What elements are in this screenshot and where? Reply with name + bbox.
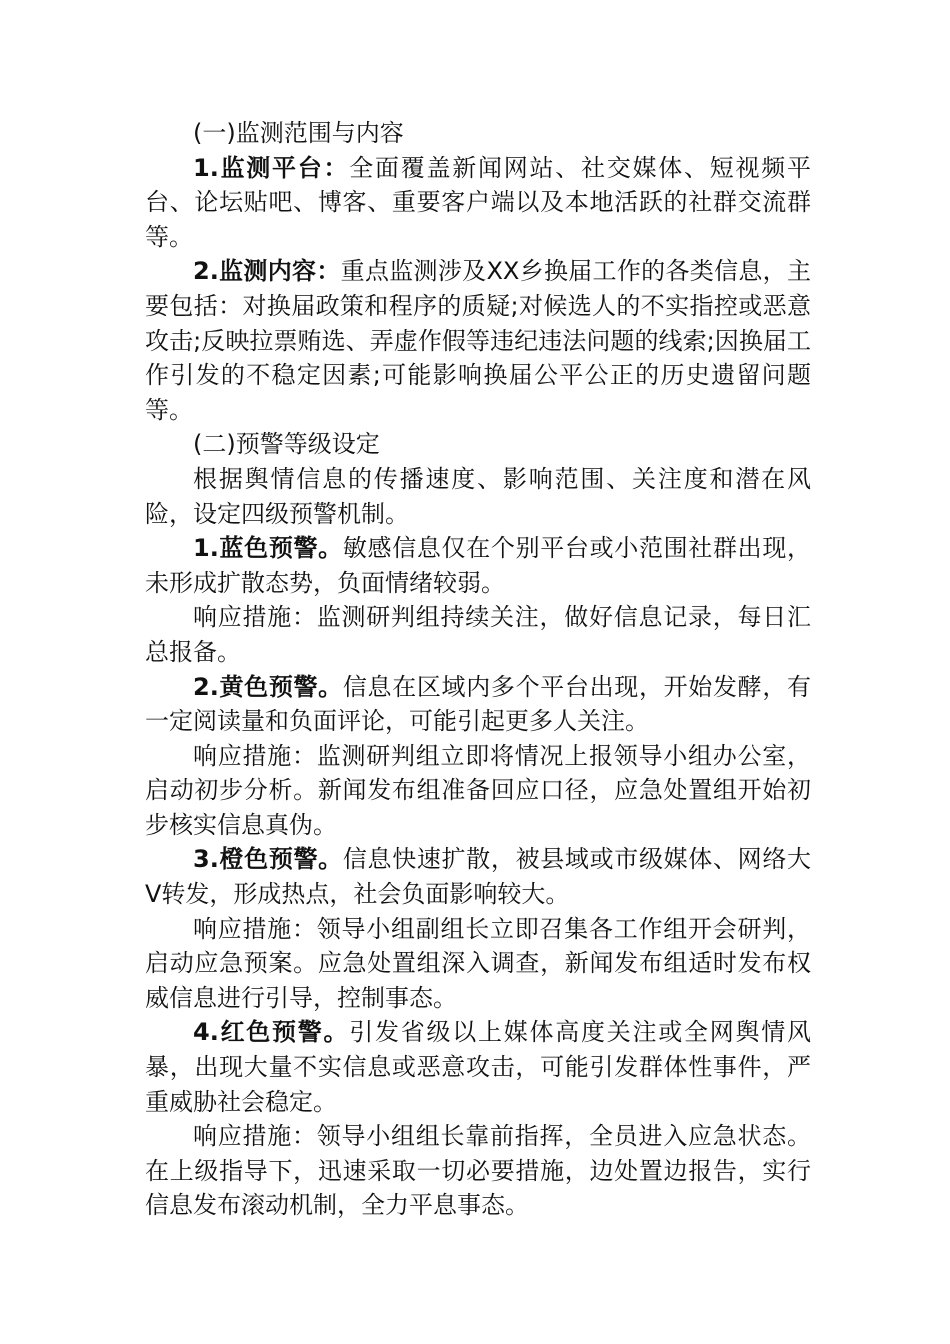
paragraph-text: 重点监测涉及XX乡换届工作的各类信息，主要包括：对换届政策和程序的质疑;对候选人的不实指控或恶意攻击;反映拉票贿选、弄虚作假等违纪违法问题的线索;因换届工作引发的不稳定因素;可能影响换届公平公正的历史遗留问题等。 (145, 257, 811, 424)
paragraph-monitoring-content (145, 254, 811, 427)
paragraph-red-response (145, 1119, 811, 1223)
document-body (145, 116, 811, 1223)
paragraph-lead: 3.橙色预警。 (193, 845, 343, 874)
paragraph-text: 敏感信息仅在个别平台或小范围社群出现，未形成扩散态势，负面情绪较弱。 (145, 534, 811, 597)
paragraph-orange-response (145, 912, 811, 1016)
paragraph-text: 响应措施：监测研判组持续关注，做好信息记录，每日汇总报备。 (145, 603, 811, 666)
paragraph-orange-warning (145, 842, 811, 911)
paragraph-lead: 2.黄色预警。 (193, 672, 343, 701)
paragraph-lead: 4.红色预警。 (193, 1018, 350, 1047)
paragraph-text: 响应措施：领导小组副组长立即召集各工作组开会研判，启动应急预案。应急处置组深入调查，新闻发布组适时发布权威信息进行引导，控制事态。 (145, 914, 811, 1012)
paragraph-blue-response (145, 600, 811, 669)
paragraph-lead: 1.蓝色预警。 (193, 534, 343, 563)
paragraph-red-warning (145, 1015, 811, 1119)
paragraph-text: 全面覆盖新闻网站、社交媒体、短视频平台、论坛贴吧、博客、重要客户端以及本地活跃的社群交流群等。 (145, 153, 811, 251)
paragraph-text: (一)监测范围与内容 (193, 119, 404, 147)
paragraph-text: 信息在区域内多个平台出现，开始发酵，有一定阅读量和负面评论，可能引起更多人关注。 (145, 672, 811, 736)
paragraph-yellow-warning (145, 670, 811, 739)
paragraph-lead: 1.监测平台： (193, 153, 350, 182)
paragraph-text: 根据舆情信息的传播速度、影响范围、关注度和潜在风险，设定四级预警机制。 (145, 464, 811, 528)
section-heading-warning-levels (145, 427, 811, 462)
paragraph-text: 引发省级以上媒体高度关注或全网舆情风暴，出现大量不实信息或恶意攻击，可能引发群体性事件，严重威胁社会稳定。 (145, 1018, 811, 1116)
paragraph-lead: 2.监测内容： (193, 257, 341, 286)
section-heading-monitoring-scope (145, 116, 811, 151)
paragraph-text: 响应措施：领导小组组长靠前指挥，全员进入应急状态。在上级指导下，迅速采取一切必要措施，边处置边报告，实行信息发布滚动机制，全力平息事态。 (145, 1122, 811, 1220)
paragraph-monitoring-platforms (145, 151, 811, 255)
paragraph-yellow-response (145, 739, 811, 843)
paragraph-blue-warning (145, 531, 811, 600)
paragraph-text: 响应措施：监测研判组立即将情况上报领导小组办公室，启动初步分析。新闻发布组准备回应口径，应急处置组开始初步核实信息真伪。 (145, 741, 811, 839)
paragraph-text: 信息快速扩散，被县域或市级媒体、网络大V转发，形成热点，社会负面影响较大。 (145, 845, 811, 909)
paragraph-text: (二)预警等级设定 (193, 430, 380, 459)
paragraph-warning-intro (145, 462, 811, 531)
